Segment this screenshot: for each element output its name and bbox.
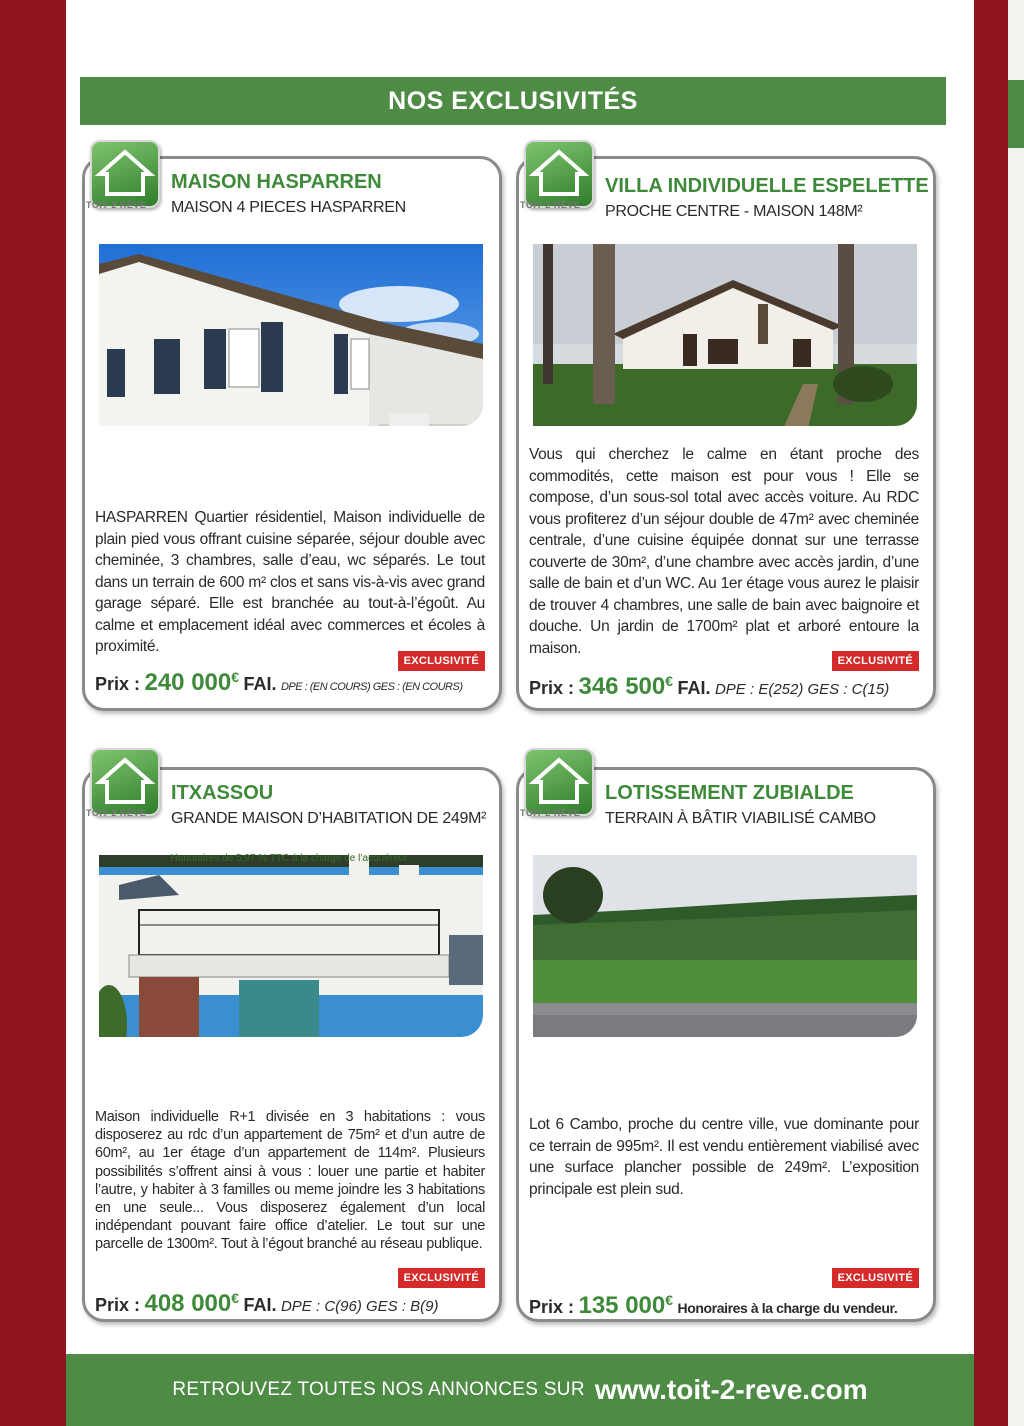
house-icon — [524, 140, 594, 208]
price-row — [95, 669, 463, 697]
price-value: 240 000 — [144, 669, 232, 696]
price-row — [529, 673, 889, 701]
listing-description: Vous qui cherchez le calme en étant proche des commodités, cette maison est pour vous ! Elle se compose, d’un sous-sol total avec accès voiture. Au RDC vous profiterez d’un séjour double de 47m² avec cheminée centrale, d’une cuisine équipée donnat sur une terrasse couverte de 30m², d’une chambre avec accès jardin, d’une salle de bain et d’un WC. Au 1er étage vous aurez le plaisir de trouver 4 chambres, une salle de bain avec baignoire et douche. Un jardin de 1700m² plat et arboré entoure la maison. — [529, 446, 919, 657]
fai-label: FAI. — [677, 678, 711, 698]
house-icon — [90, 748, 160, 816]
house-icon — [524, 748, 594, 816]
listing-title: MAISON HASPARREN — [171, 171, 382, 193]
exclusivity-badge: EXCLUSIVITÉ — [832, 651, 919, 671]
listing-photo[interactable] — [533, 244, 917, 426]
price-row — [95, 1290, 439, 1318]
currency-symbol: € — [665, 1292, 674, 1308]
energy-rating: DPE : E(252) GES : C(15) — [714, 681, 890, 698]
currency-symbol: € — [231, 669, 240, 685]
listing-subtitle: GRANDE MAISON D’HABITATION DE 249M² — [171, 810, 487, 827]
exclusivity-badge: EXCLUSIVITÉ — [398, 1268, 485, 1288]
logo-wordmark: TOIT 2 RÊVE — [86, 808, 147, 818]
price-label: Prix : — [95, 674, 141, 694]
website-link[interactable]: www.toit-2-reve.com — [594, 1374, 868, 1405]
listing-title: ITXASSOU — [171, 782, 274, 804]
price-label: Prix : — [95, 1295, 141, 1315]
right-page-edge — [1008, 0, 1024, 1426]
listing-title: LOTISSEMENT ZUBIALDE — [605, 782, 854, 804]
price-label: Prix : — [529, 1297, 575, 1317]
currency-symbol: € — [665, 673, 674, 689]
exclusivity-badge: EXCLUSIVITÉ — [832, 1268, 919, 1288]
price-row — [529, 1292, 897, 1320]
price-value: 135 000 — [578, 1292, 666, 1319]
listing-description: HASPARREN Quartier résidentiel, Maison individuelle de plain pied vous offrant cuisine séparée, séjour double avec cheminée, 3 chambres, salle d’eau, wc séparés. Le tout dans un terrain de 600 m² clos et sans vis-à-vis avec grand garage séparé. Elle est branchée au tout-à-l’égoût. Au calme et emplacement idéal avec commerces et écoles à proximité. — [95, 509, 485, 655]
listing-subtitle: PROCHE CENTRE - MAISON 148M² — [605, 203, 863, 220]
listing-photo[interactable] — [99, 244, 483, 426]
price-value: 408 000 — [144, 1290, 232, 1317]
listing-description: Maison individuelle R+1 divisée en 3 habitations : vous disposerez au rdc d’un appartement de 75m² et d’un autre de 60m², au 1er étage d’un appartement de 114m². Plusieurs possibilités s’offrent ainsi à vous : louer une partie et habiter l’autre, y habiter à 3 familles ou meme joindre les 3 habitations en une seule... Vous disposerez également d’un local indépendant pouvant faire office d’atelier. Le tout sur une parcelle de 1300m². Tout à l’égout branché au réseau publique. — [95, 1109, 485, 1253]
footer-text: RETROUVEZ TOUTES NOS ANNONCES SUR — [172, 1379, 585, 1400]
energy-rating: DPE : C(96) GES : B(9) — [280, 1298, 439, 1315]
footer-banner — [66, 1354, 974, 1426]
listing-description: Lot 6 Cambo, proche du centre ville, vue dominante pour ce terrain de 995m². Il est vendu entièrement viabilisé avec une surface plancher possible de 249m². L’exposition principale est plein sud. — [529, 1116, 919, 1198]
fai-label: FAI. — [243, 1295, 277, 1315]
logo-wordmark: TOIT 2 RÊVE — [520, 200, 581, 210]
price-label: Prix : — [529, 678, 575, 698]
brand-logo — [84, 748, 164, 863]
brand-logo — [84, 140, 164, 255]
listing-title: VILLA INDIVIDUELLE ESPELETTE — [605, 175, 929, 197]
price-value: 346 500 — [578, 673, 666, 700]
listing-photo[interactable] — [533, 855, 917, 1037]
logo-wordmark: TOIT 2 RÊVE — [520, 808, 581, 818]
listing-subtitle: MAISON 4 PIECES HASPARREN — [171, 199, 406, 216]
fees-note: Honoraires à la charge du vendeur. — [677, 1300, 898, 1316]
brand-logo — [518, 748, 598, 863]
currency-symbol: € — [231, 1290, 240, 1306]
left-frame-bar — [0, 0, 66, 1426]
brand-logo — [518, 140, 598, 255]
exclusivity-badge: EXCLUSIVITÉ — [398, 651, 485, 671]
right-edge-tab — [1008, 80, 1024, 148]
right-frame-bar — [974, 0, 1008, 1426]
logo-wordmark: TOIT 2 RÊVE — [86, 200, 147, 210]
house-icon — [90, 140, 160, 208]
fai-label: FAI. — [243, 674, 277, 694]
listing-subtitle: TERRAIN À BÂTIR VIABILISÉ CAMBO — [605, 810, 876, 827]
page-title: NOS EXCLUSIVITÉS — [80, 77, 946, 125]
photo-caption: Honoraires de 5,97 % TTC à la charge de l’acquéreur — [170, 853, 408, 864]
listing-photo[interactable] — [99, 855, 483, 1037]
energy-rating: DPE : (EN COURS) GES : (EN COURS) — [280, 681, 463, 693]
